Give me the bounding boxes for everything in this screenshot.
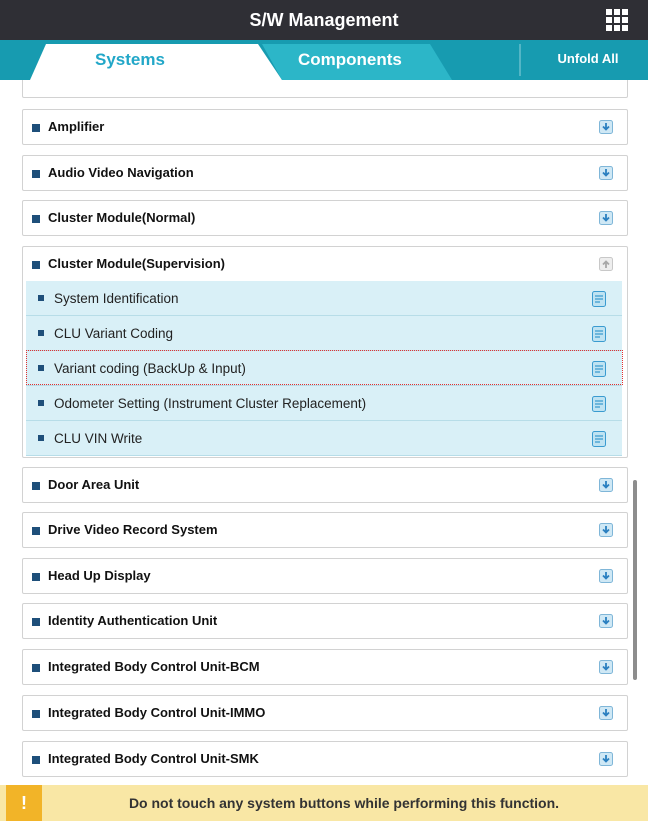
sub-item-clu-vin-write[interactable] [26,421,622,456]
warning-text: Do not touch any system buttons while performing this function. [128,795,560,811]
unfold-all-button[interactable]: Unfold All [557,51,619,66]
document-icon[interactable] [592,291,606,307]
system-row-label: Amplifier [48,119,105,134]
bullet-icon [38,365,44,371]
system-row-label: Door Area Unit [48,477,140,492]
system-row-label: Cluster Module(Normal) [48,210,196,225]
system-row-label: Audio Video Navigation [48,165,194,180]
system-row-ibu-bcm[interactable] [22,649,628,685]
system-row-label: Integrated Body Control Unit-BCM [48,659,260,674]
download-icon[interactable] [599,120,613,134]
system-row-iau[interactable] [22,603,628,639]
document-icon[interactable] [592,396,606,412]
collapse-icon[interactable] [599,257,613,271]
bullet-icon [32,664,40,672]
sub-item-label: Variant coding (BackUp & Input) [54,361,246,376]
tab-components[interactable]: Components [298,50,402,69]
download-icon[interactable] [599,523,613,537]
system-row-cluster-normal[interactable] [22,200,628,236]
sub-item-odometer-setting[interactable] [26,386,622,421]
bullet-icon [38,295,44,301]
download-icon[interactable] [599,706,613,720]
bullet-icon [32,573,40,581]
bullet-icon [32,710,40,718]
system-row-label: Integrated Body Control Unit-SMK [48,751,259,766]
sub-item-variant-coding-backup[interactable] [26,351,622,386]
download-icon[interactable] [599,211,613,225]
system-row-label: Drive Video Record System [48,522,218,537]
list-item-partial[interactable] [22,80,628,98]
download-icon[interactable] [599,478,613,492]
sub-item-clu-variant-coding[interactable] [26,316,622,351]
system-row-ibu-immo[interactable] [22,695,628,731]
download-icon[interactable] [599,614,613,628]
bullet-icon [32,124,40,132]
bullet-icon [32,756,40,764]
bullet-icon [38,435,44,441]
system-row-hud[interactable] [22,558,628,594]
sub-item-label: System Identification [54,291,179,306]
list-scrollbar[interactable] [633,480,637,680]
page-title: S/W Management [249,10,399,30]
system-row-label: Cluster Module(Supervision) [48,256,225,271]
bullet-icon [32,261,40,269]
system-row-label: Integrated Body Control Unit-IMMO [48,705,266,720]
tab-systems[interactable]: Systems [95,50,165,69]
bullet-icon [32,618,40,626]
document-icon[interactable] [592,431,606,447]
system-row-amplifier[interactable] [22,109,628,145]
bullet-icon [38,400,44,406]
download-icon[interactable] [599,752,613,766]
document-icon[interactable] [592,361,606,377]
download-icon[interactable] [599,660,613,674]
warning-icon: ! [6,785,42,821]
sub-item-label: Odometer Setting (Instrument Cluster Replacement) [54,396,367,411]
download-icon[interactable] [599,166,613,180]
bullet-icon [32,482,40,490]
system-row-label: Head Up Display [48,568,151,583]
document-icon[interactable] [592,326,606,342]
download-icon[interactable] [599,569,613,583]
bullet-icon [38,330,44,336]
sub-item-system-identification[interactable] [26,281,622,316]
system-row-ibu-smk[interactable] [22,741,628,777]
menu-grid-icon[interactable] [606,9,630,31]
bullet-icon [32,527,40,535]
system-row-door-area-unit[interactable] [22,467,628,503]
sub-item-label: CLU Variant Coding [54,326,174,341]
system-row-avn[interactable] [22,155,628,191]
system-row-dvrs[interactable] [22,512,628,548]
system-row-label: Identity Authentication Unit [48,613,218,628]
bullet-icon [32,215,40,223]
sub-item-label: CLU VIN Write [54,431,143,446]
bullet-icon [32,170,40,178]
system-list [0,80,648,782]
